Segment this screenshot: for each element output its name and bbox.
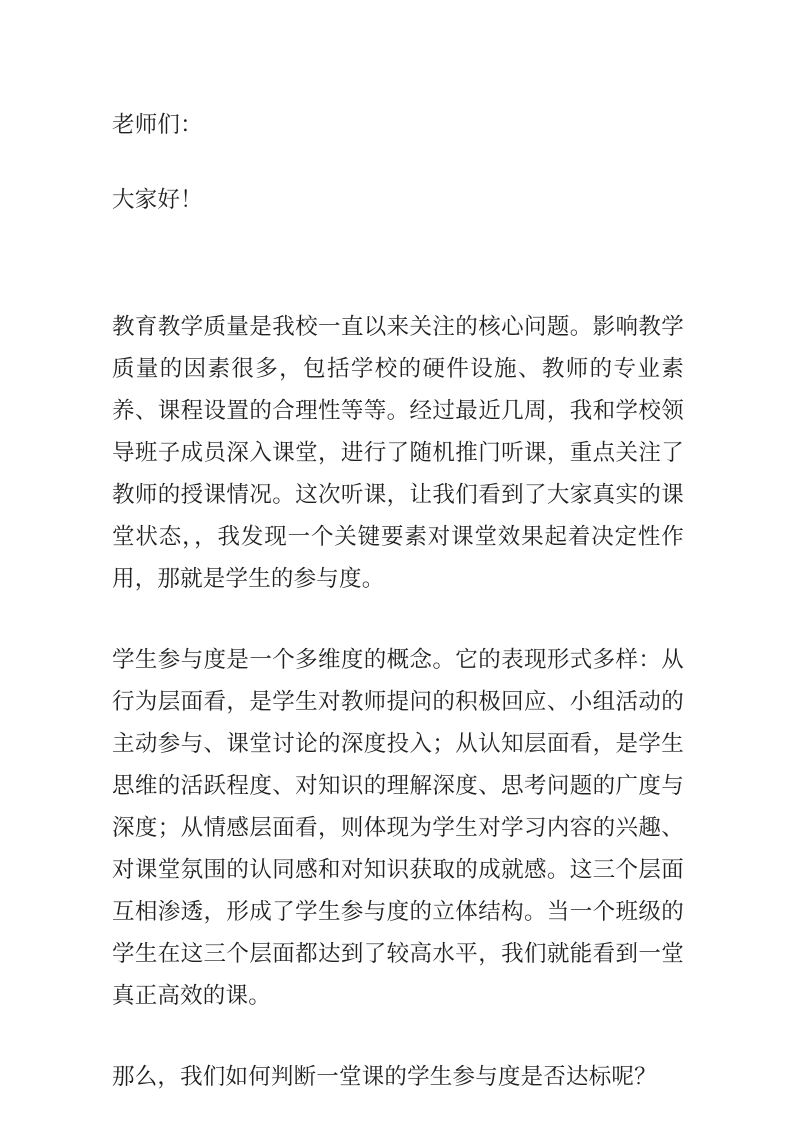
body-paragraph-1: 教育教学质量是我校一直以来关注的核心问题。影响教学质量的因素很多，包括学校的硬件设施、教师的专业素养、课程设置的合理性等等。经过最近几周，我和学校领导班子成员深入课堂，进行了随机推门听课，重点关注了教师的授课情况。这次听课，让我们看到了大家真实的课堂状态，，我发现一个关键要素对课堂效果起着决定性作用，那就是学生的参与度。 [112, 314, 684, 591]
closing-question-paragraph: 那么，我们如何判断一堂课的学生参与度是否达标呢？ [112, 1064, 657, 1089]
greeting-line: 大家好！ [112, 187, 203, 212]
body-paragraph-2: 学生参与度是一个多维度的概念。它的表现形式多样：从行为层面看，是学生对教师提问的积极回应、小组活动的主动参与、课堂讨论的深度投入；从认知层面看，是学生思维的活跃程度、对知识的理解深度、思考问题的广度与深度；从情感层面看，则体现为学生对学习内容的兴趣、对课堂氛围的认同感和对知识获取的成就感。这三个层面互相渗透，形成了学生参与度的立体结构。当一个班级的学生在这三个层面都达到了较高水平，我们就能看到一堂真正高效的课。 [112, 647, 684, 1008]
salutation-line: 老师们： [112, 112, 203, 137]
document-body [112, 104, 684, 1098]
